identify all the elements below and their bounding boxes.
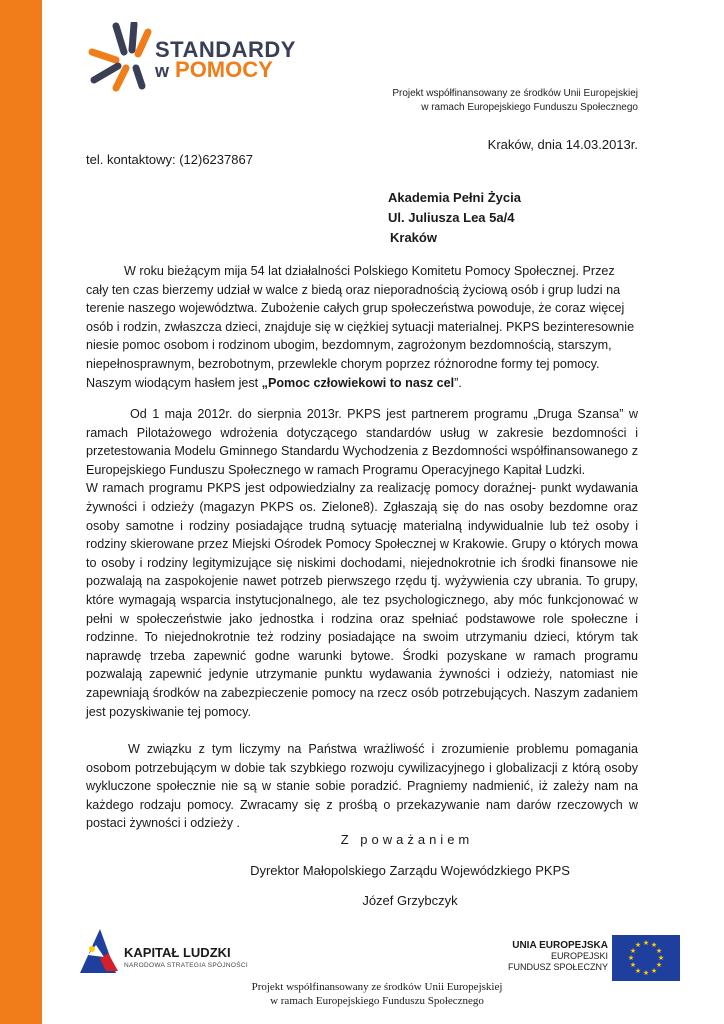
signatory-title: Dyrektor Małopolskiego Zarządu Wojewódzkiego PKPS [250, 863, 570, 878]
svg-text:★: ★ [650, 941, 658, 949]
letter-date: Kraków, dnia 14.03.2013r. [487, 137, 638, 152]
addressee-name: Akademia Pełni Życia [388, 190, 521, 205]
paragraph-1 [86, 262, 638, 392]
header-note-line2: w ramach Europejskiego Funduszu Społecznego [421, 102, 638, 113]
svg-text:★: ★ [642, 969, 650, 977]
orange-side-bar [0, 0, 42, 1024]
svg-text:★: ★ [634, 967, 642, 975]
kapital-ludzki-title: KAPITAŁ LUDZKI [124, 945, 231, 960]
logo-wordmark [155, 37, 296, 82]
svg-text:★: ★ [657, 954, 665, 962]
paragraph-3-text: W związku z tym liczymy na Państwa wrażliwość i zrozumienie problemu pomagania osobom potrzebującym w dobie tak szybkiego rozwoju cywilizacyjnego i globalizacji z którą osoby wykluczone społecznie nie są w stanie sobie poradzić. Pragniemy nadmienić, iż zależy nam na każdego rodzaju pomocy. Zwracamy się z prośbą o przekazywanie nam darów rzeczowych w postaci żywności i odzieży . [86, 742, 638, 831]
svg-text:★: ★ [655, 961, 663, 969]
logo-prefix: w [155, 61, 170, 81]
paragraph-1-end: ”. [454, 375, 462, 390]
addressee-block [388, 188, 521, 248]
eu-line1: UNIA EUROPEJSKA [512, 940, 608, 951]
signatory-name: Józef Grzybczyk [362, 893, 458, 908]
eu-fund-label [508, 940, 608, 973]
salutation: Z poważaniem [340, 832, 474, 847]
logo-line-pomocy [155, 57, 296, 82]
svg-text:★: ★ [629, 961, 637, 969]
paragraph-2a-text: Od 1 maja 2012r. do sierpnia 2013r. PKPS jest partnerem programu „Druga Szansa” w ramach Pilotażowego wdrożenia dotyczącego standardów usług w zakresie bezdomności i przetestowania Modelu Gminnego Standardu Wychodzenia z Bezdomności współfinansowanego z Europejskiego Funduszu Społecznego w ramach Programu Operacyjnego Kapitał Ludzki. [86, 407, 638, 477]
eu-line3: FUNDUSZ SPOŁECZNY [508, 962, 609, 972]
footer-note-line2: w ramach Europejskiego Funduszu Społecznego [270, 995, 484, 1007]
logo-line-standardy: STANDARDY [155, 37, 296, 62]
kapital-ludzki-subtitle: NARODOWA STRATEGIA SPÓJNOŚCI [124, 962, 248, 969]
svg-text:★: ★ [650, 967, 658, 975]
logo-pomocy: POMOCY [175, 57, 273, 82]
paragraph-1-text: W roku bieżącym mija 54 lat działalności Polskiego Komitetu Pomocy Społecznej. Przez cały ten czas bierzemy udział w walce z biedą oraz nieporadnością życiową osób i grup ludzi na terenie naszego województwa. Zubożenie całych grup społeczeństwa powoduje, że coraz więcej osób i rodzin, zwłaszcza dzieci, znajduje się w ciężkiej sytuacji materialnej. PKPS bezinteresownie niesie pomoc osobom i rodzinom ubogim, bezdomnym, zagrożonym bezdomnością, starszym, niepełnosprawnym, bezrobotnym, przewlekle chorym poprzez różnorodne formy tej pomocy. Naszym wiodącym hasłem jest [86, 264, 635, 390]
svg-text:★: ★ [642, 939, 650, 947]
svg-text:★: ★ [627, 954, 635, 962]
header-note-line1: Projekt współfinansowany ze środków Unii Europejskiej [392, 88, 638, 99]
paragraph-2 [86, 405, 638, 721]
addressee-street: Ul. Juliusza Lea 5a/4 [388, 210, 515, 225]
footer-note-line1: Projekt współfinansowany ze środków Unii Europejskiej [251, 981, 503, 993]
paragraph-3 [86, 740, 638, 833]
header-project-note [392, 87, 638, 115]
eu-flag-icon [612, 935, 680, 981]
svg-text:★: ★ [655, 947, 663, 955]
footer-project-note [0, 980, 724, 1008]
eu-line2: EUROPEJSKI [550, 951, 608, 961]
contact-phone: tel. kontaktowy: (12)6237867 [86, 152, 253, 167]
svg-text:★: ★ [629, 947, 637, 955]
motto: „Pomoc człowiekowi to nasz cel [261, 375, 455, 390]
addressee-city: Kraków [390, 230, 437, 245]
svg-text:★: ★ [634, 941, 642, 949]
paragraph-2b-text: W ramach programu PKPS jest odpowiedzialny za realizację pomocy doraźnej- punkt wydawania żywności i odzieży (magazyn PKPS os. Zielone8). Zgłaszają się do nas osoby bezdomne oraz osoby samotne i rodziny posiadające trudną sytuację materialną indywidualnie lub też osoby i rodziny skierowane przez Miejski Ośrodek Pomocy Społecznej w Krakowie. Grupy o których mowa to osoby i rodziny legitymizujące się niskimi dochodami, niejednokrotnie ich środki finansowe nie pozwalają na zaspokojenie nawet potrzeb pierwszego rzędu tj. wyżywienia czy ubrania. To grupy, które wymagają wsparcia instytucjonalnego, ale tez psychologicznego, aby móc funkcjonować w pełni w społeczeństwie jako jednostka i rodzina oraz spełniać podstawowe role społeczne i rodzinne. To niejednokrotnie też rodziny posiadające na swoim utrzymaniu dzieci, którym tak naprawdę trzeba zapewnić godne warunki bytowe. Środki pozyskane w ramach programu pozwalają zapewnić jedynie utrzymanie punktu wydawania żywności i odzieży, natomiast nie zapewniają środków na zabezpieczenie pomocy na rzecz osób potrzebujących. Naszym zadaniem jest pozyskiwanie tej pomocy. [86, 481, 638, 719]
